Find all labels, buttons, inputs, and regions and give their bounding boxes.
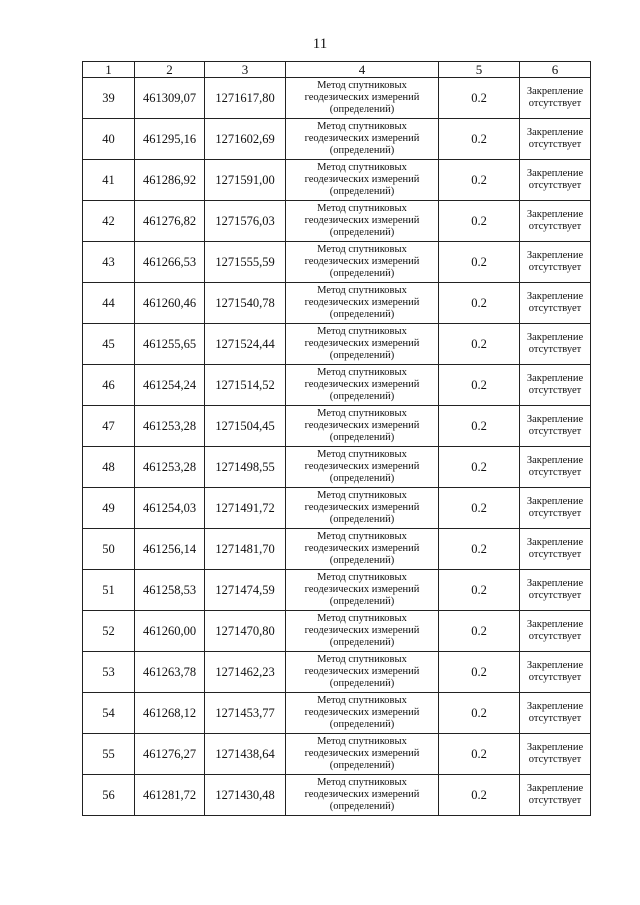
x-coordinate-cell: 461256,14 [135,529,205,570]
y-coordinate-cell: 1271498,55 [205,447,286,488]
method-cell: Метод спутниковых геодезических измерений (определений) [286,201,439,242]
y-coordinate-cell: 1271576,03 [205,201,286,242]
x-coordinate-cell: 461255,65 [135,324,205,365]
table-row [83,611,591,652]
y-coordinate-cell: 1271504,45 [205,406,286,447]
accuracy-cell: 0.2 [439,570,520,611]
table-row [83,488,591,529]
y-coordinate-cell: 1271617,80 [205,78,286,119]
header-col-5: 5 [439,62,520,78]
method-cell: Метод спутниковых геодезических измерений (определений) [286,78,439,119]
point-number-cell: 53 [83,652,135,693]
point-number-cell: 48 [83,447,135,488]
point-number-cell: 54 [83,693,135,734]
method-cell: Метод спутниковых геодезических измерений (определений) [286,734,439,775]
method-cell: Метод спутниковых геодезических измерений (определений) [286,693,439,734]
point-number-cell: 44 [83,283,135,324]
x-coordinate-cell: 461254,24 [135,365,205,406]
x-coordinate-cell: 461276,27 [135,734,205,775]
fixation-cell: Закрепление отсутствует [520,775,591,816]
accuracy-cell: 0.2 [439,78,520,119]
fixation-cell: Закрепление отсутствует [520,488,591,529]
fixation-cell: Закрепление отсутствует [520,119,591,160]
method-cell: Метод спутниковых геодезических измерений (определений) [286,570,439,611]
table-row [83,201,591,242]
accuracy-cell: 0.2 [439,693,520,734]
y-coordinate-cell: 1271555,59 [205,242,286,283]
header-col-2: 2 [135,62,205,78]
fixation-cell: Закрепление отсутствует [520,201,591,242]
fixation-cell: Закрепление отсутствует [520,693,591,734]
method-cell: Метод спутниковых геодезических измерений (определений) [286,283,439,324]
point-number-cell: 56 [83,775,135,816]
y-coordinate-cell: 1271481,70 [205,529,286,570]
fixation-cell: Закрепление отсутствует [520,242,591,283]
point-number-cell: 52 [83,611,135,652]
fixation-cell: Закрепление отсутствует [520,529,591,570]
method-cell: Метод спутниковых геодезических измерений (определений) [286,242,439,283]
point-number-cell: 43 [83,242,135,283]
header-col-4: 4 [286,62,439,78]
method-cell: Метод спутниковых геодезических измерений (определений) [286,775,439,816]
method-cell: Метод спутниковых геодезических измерений (определений) [286,447,439,488]
fixation-cell: Закрепление отсутствует [520,734,591,775]
accuracy-cell: 0.2 [439,242,520,283]
header-col-1: 1 [83,62,135,78]
fixation-cell: Закрепление отсутствует [520,447,591,488]
y-coordinate-cell: 1271470,80 [205,611,286,652]
accuracy-cell: 0.2 [439,611,520,652]
table-row [83,242,591,283]
method-cell: Метод спутниковых геодезических измерений (определений) [286,119,439,160]
accuracy-cell: 0.2 [439,160,520,201]
x-coordinate-cell: 461253,28 [135,447,205,488]
table-row [83,652,591,693]
coordinates-table [82,61,591,816]
method-cell: Метод спутниковых геодезических измерений (определений) [286,652,439,693]
table-row [83,529,591,570]
fixation-cell: Закрепление отсутствует [520,570,591,611]
method-cell: Метод спутниковых геодезических измерений (определений) [286,365,439,406]
fixation-cell: Закрепление отсутствует [520,652,591,693]
point-number-cell: 51 [83,570,135,611]
point-number-cell: 50 [83,529,135,570]
fixation-cell: Закрепление отсутствует [520,324,591,365]
accuracy-cell: 0.2 [439,201,520,242]
page-number: 11 [312,36,328,52]
table-header-row [83,62,591,78]
accuracy-cell: 0.2 [439,775,520,816]
table-row [83,734,591,775]
table-row [83,570,591,611]
fixation-cell: Закрепление отсутствует [520,611,591,652]
table-row [83,160,591,201]
point-number-cell: 40 [83,119,135,160]
fixation-cell: Закрепление отсутствует [520,283,591,324]
fixation-cell: Закрепление отсутствует [520,160,591,201]
y-coordinate-cell: 1271453,77 [205,693,286,734]
x-coordinate-cell: 461253,28 [135,406,205,447]
point-number-cell: 45 [83,324,135,365]
table-body [83,78,591,816]
accuracy-cell: 0.2 [439,406,520,447]
method-cell: Метод спутниковых геодезических измерений (определений) [286,324,439,365]
header-col-3: 3 [205,62,286,78]
y-coordinate-cell: 1271462,23 [205,652,286,693]
fixation-cell: Закрепление отсутствует [520,78,591,119]
table-row [83,365,591,406]
accuracy-cell: 0.2 [439,447,520,488]
method-cell: Метод спутниковых геодезических измерений (определений) [286,406,439,447]
y-coordinate-cell: 1271602,69 [205,119,286,160]
table-row [83,775,591,816]
method-cell: Метод спутниковых геодезических измерений (определений) [286,488,439,529]
point-number-cell: 46 [83,365,135,406]
x-coordinate-cell: 461268,12 [135,693,205,734]
x-coordinate-cell: 461281,72 [135,775,205,816]
x-coordinate-cell: 461295,16 [135,119,205,160]
y-coordinate-cell: 1271591,00 [205,160,286,201]
accuracy-cell: 0.2 [439,734,520,775]
x-coordinate-cell: 461266,53 [135,242,205,283]
y-coordinate-cell: 1271514,52 [205,365,286,406]
point-number-cell: 39 [83,78,135,119]
y-coordinate-cell: 1271430,48 [205,775,286,816]
accuracy-cell: 0.2 [439,529,520,570]
x-coordinate-cell: 461258,53 [135,570,205,611]
method-cell: Метод спутниковых геодезических измерений (определений) [286,529,439,570]
table-row [83,283,591,324]
point-number-cell: 47 [83,406,135,447]
accuracy-cell: 0.2 [439,652,520,693]
point-number-cell: 42 [83,201,135,242]
accuracy-cell: 0.2 [439,324,520,365]
y-coordinate-cell: 1271474,59 [205,570,286,611]
accuracy-cell: 0.2 [439,488,520,529]
accuracy-cell: 0.2 [439,365,520,406]
x-coordinate-cell: 461260,00 [135,611,205,652]
fixation-cell: Закрепление отсутствует [520,406,591,447]
x-coordinate-cell: 461254,03 [135,488,205,529]
method-cell: Метод спутниковых геодезических измерений (определений) [286,160,439,201]
table-row [83,447,591,488]
x-coordinate-cell: 461263,78 [135,652,205,693]
point-number-cell: 49 [83,488,135,529]
y-coordinate-cell: 1271491,72 [205,488,286,529]
accuracy-cell: 0.2 [439,119,520,160]
header-col-6: 6 [520,62,591,78]
table-row [83,119,591,160]
y-coordinate-cell: 1271438,64 [205,734,286,775]
table-row [83,324,591,365]
table-row [83,693,591,734]
y-coordinate-cell: 1271524,44 [205,324,286,365]
x-coordinate-cell: 461276,82 [135,201,205,242]
x-coordinate-cell: 461286,92 [135,160,205,201]
method-cell: Метод спутниковых геодезических измерений (определений) [286,611,439,652]
x-coordinate-cell: 461260,46 [135,283,205,324]
accuracy-cell: 0.2 [439,283,520,324]
y-coordinate-cell: 1271540,78 [205,283,286,324]
table-row [83,406,591,447]
table-row [83,78,591,119]
point-number-cell: 55 [83,734,135,775]
x-coordinate-cell: 461309,07 [135,78,205,119]
point-number-cell: 41 [83,160,135,201]
fixation-cell: Закрепление отсутствует [520,365,591,406]
